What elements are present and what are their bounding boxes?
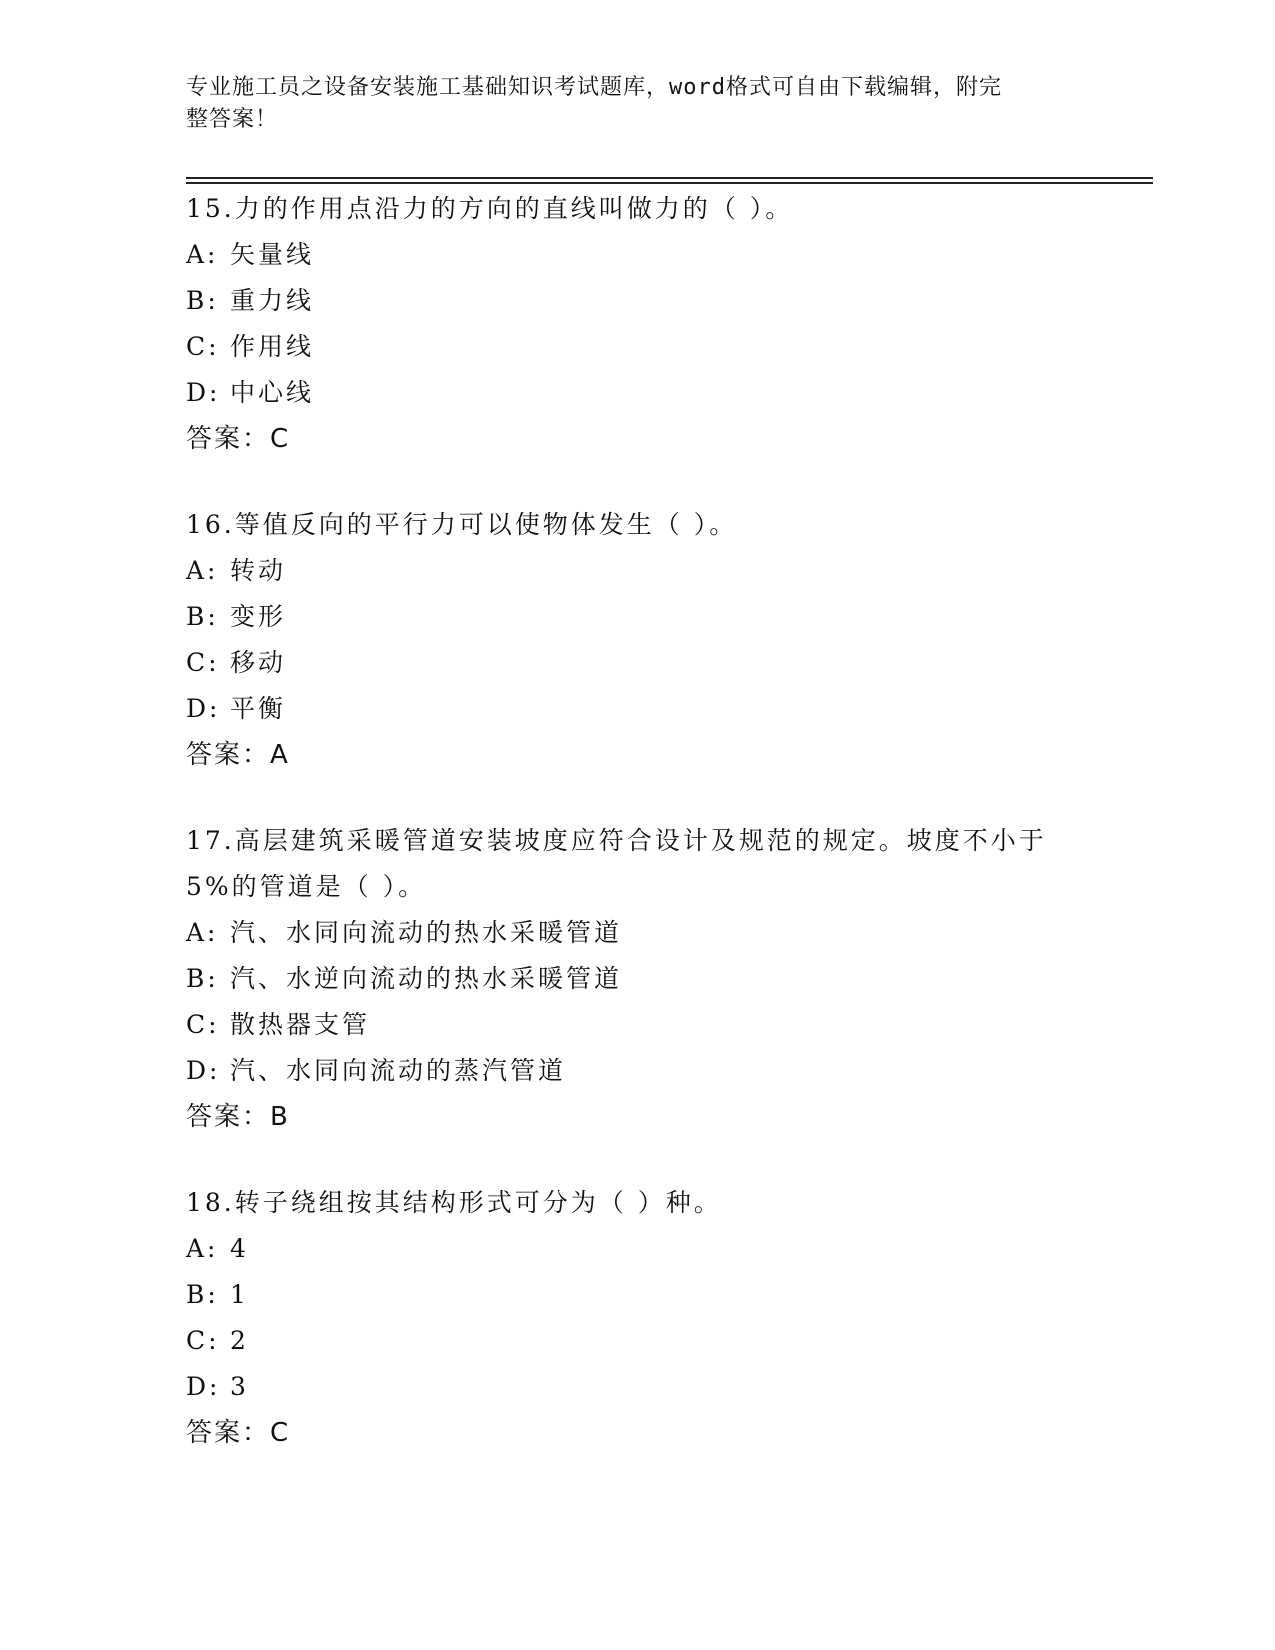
header-line-1: 专业施工员之设备安装施工基础知识考试题库，word格式可自由下载编辑，附完 xyxy=(186,75,1002,100)
answer-line: 答案：C xyxy=(186,1418,291,1448)
option-key: B: xyxy=(186,602,219,631)
question-15 xyxy=(186,186,1086,462)
option-c xyxy=(186,324,1086,370)
option-b xyxy=(186,594,1086,640)
option-text: 汽、水同向流动的蒸汽管道 xyxy=(230,1056,567,1085)
option-key: D: xyxy=(186,1372,221,1401)
option-text: 中心线 xyxy=(230,378,315,407)
option-key: B: xyxy=(186,286,219,315)
option-key: A: xyxy=(186,240,219,269)
option-b xyxy=(186,278,1086,324)
option-c xyxy=(186,640,1086,686)
option-text: 1 xyxy=(230,1280,249,1309)
option-key: C: xyxy=(186,332,220,361)
option-d xyxy=(186,1364,1086,1410)
question-stem: 17.高层建筑采暖管道安装坡度应符合设计及规范的规定。坡度不小于 xyxy=(186,826,1047,855)
header-divider-top xyxy=(186,177,1153,179)
option-a xyxy=(186,910,1086,956)
option-d xyxy=(186,1048,1086,1094)
option-text: 汽、水逆向流动的热水采暖管道 xyxy=(230,964,623,993)
question-16 xyxy=(186,502,1086,778)
option-key: D: xyxy=(186,378,221,407)
option-c xyxy=(186,1318,1086,1364)
question-stem: 16.等值反向的平行力可以使物体发生（ ）。 xyxy=(186,510,738,539)
question-17 xyxy=(186,818,1086,1140)
option-text: 转动 xyxy=(230,556,287,585)
option-key: D: xyxy=(186,1056,221,1085)
option-key: C: xyxy=(186,1326,220,1355)
answer-line: 答案：B xyxy=(186,1102,290,1132)
option-key: A: xyxy=(186,1234,219,1263)
option-text: 4 xyxy=(230,1234,249,1263)
option-key: A: xyxy=(186,918,219,947)
option-key: D: xyxy=(186,694,221,723)
option-b xyxy=(186,1272,1086,1318)
header-line-2: 整答案！ xyxy=(186,107,279,132)
option-d xyxy=(186,370,1086,416)
answer-line: 答案：A xyxy=(186,740,290,770)
option-key: C: xyxy=(186,1010,220,1039)
question-18 xyxy=(186,1180,1086,1456)
question-stem: 15.力的作用点沿力的方向的直线叫做力的（ ）。 xyxy=(186,194,794,223)
option-key: C: xyxy=(186,648,220,677)
question-stem-continued: 5%的管道是（ ）。 xyxy=(186,872,427,901)
option-text: 变形 xyxy=(230,602,287,631)
option-text: 平衡 xyxy=(230,694,287,723)
option-d xyxy=(186,686,1086,732)
option-b xyxy=(186,956,1086,1002)
option-text: 3 xyxy=(230,1372,249,1401)
answer-line: 答案：C xyxy=(186,424,291,454)
option-key: B: xyxy=(186,964,219,993)
question-stem: 18.转子绕组按其结构形式可分为（ ）种。 xyxy=(186,1188,722,1217)
option-a xyxy=(186,232,1086,278)
document-header xyxy=(186,72,1086,136)
option-key: A: xyxy=(186,556,219,585)
option-text: 作用线 xyxy=(230,332,315,361)
option-a xyxy=(186,1226,1086,1272)
option-text: 重力线 xyxy=(230,286,315,315)
option-text: 移动 xyxy=(230,648,287,677)
option-text: 矢量线 xyxy=(230,240,315,269)
header-divider-bottom xyxy=(186,182,1153,184)
option-text: 2 xyxy=(230,1326,249,1355)
option-key: B: xyxy=(186,1280,219,1309)
option-a xyxy=(186,548,1086,594)
option-c xyxy=(186,1002,1086,1048)
option-text: 散热器支管 xyxy=(230,1010,371,1039)
option-text: 汽、水同向流动的热水采暖管道 xyxy=(230,918,623,947)
